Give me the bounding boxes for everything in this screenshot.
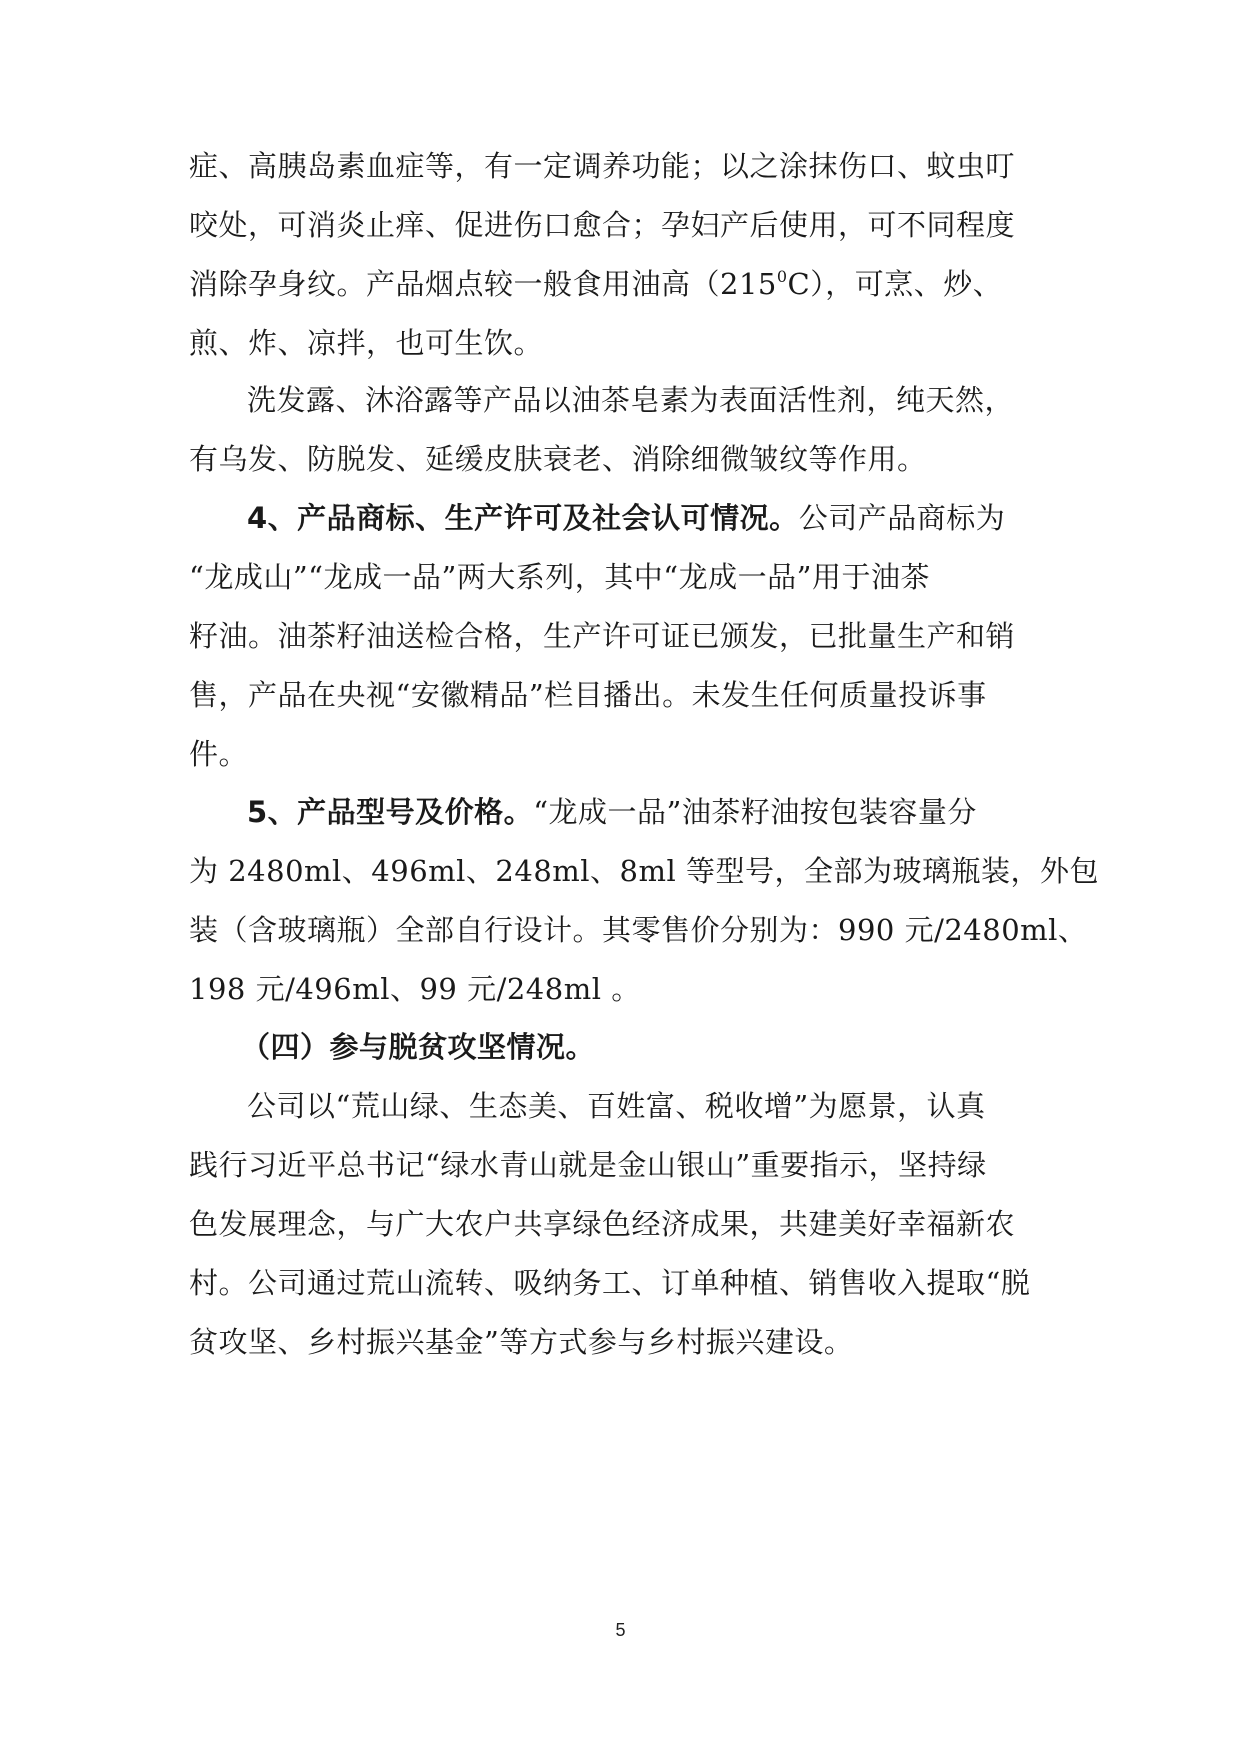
section-heading-pricing: 5、产品型号及价格。 [247, 795, 534, 829]
page-number: 5 [615, 1620, 626, 1640]
text-segment: C），可烹、炒、 [787, 267, 1003, 301]
section-heading-trademark: 4、产品商标、生产许可及社会认可情况。 [247, 501, 799, 535]
section-heading-poverty: （四）参与脱贫攻坚情况。 [241, 1030, 596, 1064]
text-segment: 消除孕身纹。产品烟点较一般食用油高（215 [189, 267, 777, 301]
text-line: 售，产品在央视“安徽精品”栏目播出。未发生任何质量投诉事 [189, 678, 987, 712]
text-line: 洗发露、沐浴露等产品以油茶皂素为表面活性剂，纯天然， [247, 383, 1015, 417]
text-line: 症、高胰岛素血症等，有一定调养功能；以之涂抹伤口、蚊虫叮 [189, 149, 1016, 183]
text-line: 色发展理念，与广大农户共享绿色经济成果，共建美好幸福新农 [189, 1207, 1016, 1241]
text-line [189, 255, 1051, 314]
text-line: 为 2480ml、496ml、248ml、8ml 等型号，全部为玻璃瓶装，外包 [189, 854, 1099, 888]
text-line [189, 783, 1051, 842]
text-line: “龙成山”“龙成一品”两大系列，其中“龙成一品”用于油茶 [189, 560, 930, 594]
paragraph-pricing [189, 783, 1099, 1019]
text-line: 村。公司通过荒山流转、吸纳务工、订单种植、销售收入提取“脱 [189, 1266, 1031, 1300]
paragraph-poverty-alleviation [189, 1077, 1051, 1372]
text-line: 咬处，可消炎止痒、促进伤口愈合；孕妇产后使用，可不同程度 [189, 208, 1016, 242]
text-line: 有乌发、防脱发、延缓皮肤衰老、消除细微皱纹等作用。 [189, 442, 927, 476]
text-line: 贫攻坚、乡村振兴基金”等方式参与乡村振兴建设。 [189, 1325, 854, 1359]
paragraph-shampoo [189, 371, 1051, 489]
section-heading-block [189, 1018, 1051, 1077]
text-line [189, 489, 1051, 548]
paragraph-trademark [189, 489, 1051, 784]
text-segment: 公司产品商标为 [798, 501, 1006, 535]
paragraph-product-benefits [189, 137, 1051, 373]
text-line: 装（含玻璃瓶）全部自行设计。其零售价分别为：990 元/2480ml、 [189, 913, 1088, 947]
text-line: 公司以“荒山绿、生态美、百姓富、税收增”为愿景，认真 [247, 1089, 986, 1123]
text-line: 煎、炸、凉拌，也可生饮。 [189, 326, 544, 360]
text-line: 198 元/496ml、99 元/248ml 。 [189, 972, 641, 1006]
superscript-degree: 0 [776, 267, 788, 286]
text-line: 籽油。油茶籽油送检合格，生产许可证已颁发，已批量生产和销 [189, 619, 1016, 653]
text-line: 件。 [189, 737, 249, 771]
text-segment: “龙成一品”油茶籽油按包装容量分 [533, 795, 977, 829]
text-line: 践行习近平总书记“绿水青山就是金山银山”重要指示，坚持绿 [189, 1148, 987, 1182]
